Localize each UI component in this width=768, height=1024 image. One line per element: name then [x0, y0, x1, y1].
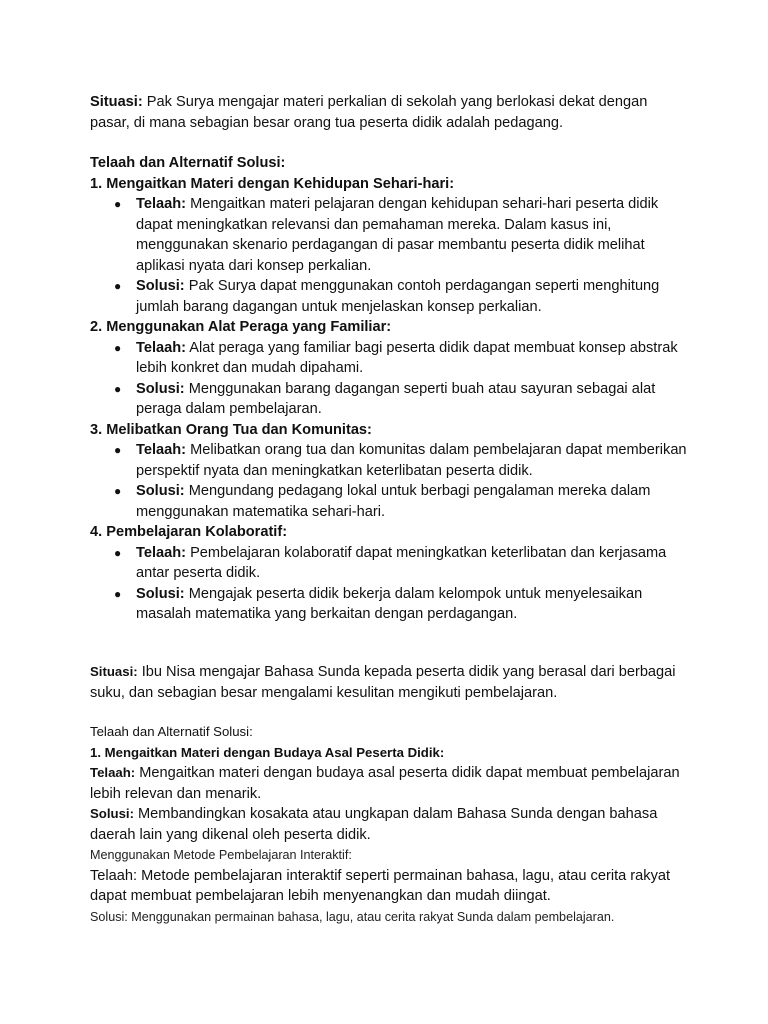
list-item [90, 543, 690, 584]
telaah-heading: Telaah dan Alternatif Solusi: [90, 724, 253, 739]
solusi-paragraph [90, 804, 690, 845]
situasi-label: Situasi: [90, 94, 143, 110]
item-list [90, 543, 690, 625]
solusi-text: Mengajak peserta didik bekerja dalam kelompok untuk menyelesaikan masalah matematika yang berkaitan dengan perdagangan. [136, 585, 643, 622]
bullet-icon: ● [114, 586, 122, 601]
solusi-label: Solusi: [136, 483, 185, 499]
telaah-section-2 [90, 722, 690, 927]
telaah-label: Telaah: [90, 765, 136, 780]
item-list [90, 194, 690, 317]
solusi-label: Solusi: [136, 278, 185, 294]
solusi-label: Solusi: [90, 806, 134, 821]
bullet-icon: ● [114, 484, 122, 498]
bullet-icon: ● [114, 545, 122, 560]
solusi-label: Solusi: [136, 380, 185, 397]
situasi-text: Ibu Nisa mengajar Bahasa Sunda kepada peserta didik yang berasal dari berbagai suku, dan sebagian besar mengalami kesulitan mengikuti pembelajaran. [90, 664, 676, 701]
solusi-text: Membandingkan kosakata atau ungkapan dalam Bahasa Sunda dengan bahasa daerah lain yang dikenal oleh peserta didik. [90, 806, 658, 843]
solusi-label: Solusi: [136, 585, 185, 602]
item-list [90, 440, 690, 522]
telaah-label: Telaah: [136, 442, 187, 458]
list-item [90, 276, 690, 317]
situasi-paragraph-2 [90, 662, 690, 703]
item-title: 1. Mengaitkan Materi dengan Kehidupan Sehari-hari: [90, 175, 455, 192]
telaah-label: Telaah: [136, 339, 187, 356]
telaah-paragraph [90, 763, 690, 804]
list-item [90, 379, 690, 420]
list-item [90, 338, 690, 379]
bullet-icon: ● [114, 340, 122, 355]
solusi-text: Menggunakan barang dagangan seperti buah atau sayuran sebagai alat peraga dalam pembelajaran. [136, 380, 656, 417]
list-item [90, 584, 690, 625]
list-item [90, 194, 690, 276]
telaah-text: Mengaitkan materi pelajaran dengan kehidupan sehari-hari peserta didik dapat meningkatkan relevansi dan pemahaman mereka. Dalam kasus ini, menggunakan skenario perdagangan di pasar membantu peserta didik melihat aplikasi nyata dari konsep perkalian. [136, 196, 659, 274]
telaah-text: Melibatkan orang tua dan komunitas dalam pembelajaran dapat memberikan perspektif nyata dan meningkatkan keterlibatan peserta didik. [136, 442, 687, 479]
telaah-text: Pembelajaran kolaboratif dapat meningkatkan keterlibatan dan kerjasama antar peserta didik. [136, 544, 667, 581]
situasi-text: Pak Surya mengajar materi perkalian di sekolah yang berlokasi dekat dengan pasar, di mana sebagian besar orang tua peserta didik adalah pedagang. [90, 94, 648, 131]
list-item [90, 481, 690, 522]
solusi-text: Pak Surya dapat menggunakan contoh perdagangan seperti menghitung jumlah barang dagangan untuk menjelaskan konsep perkalian. [136, 278, 660, 315]
telaah-text: Alat peraga yang familiar bagi peserta didik dapat membuat konsep abstrak lebih konkret dan mudah dipahami. [136, 339, 678, 376]
telaah-section-1 [90, 153, 690, 625]
situasi-paragraph-1 [90, 92, 690, 133]
bullet-icon: ● [114, 197, 122, 211]
telaah-heading: Telaah dan Alternatif Solusi: [90, 155, 286, 171]
solusi-text: Mengundang pedagang lokal untuk berbagi pengalaman mereka dalam menggunakan matematika sehari-hari. [136, 483, 651, 520]
item-title: 2. Menggunakan Alat Peraga yang Familiar: [90, 319, 392, 335]
bullet-icon: ● [114, 381, 122, 396]
list-item [90, 440, 690, 481]
telaah-label: Telaah: [136, 196, 187, 212]
bullet-icon: ● [114, 279, 122, 293]
solusi-paragraph: Solusi: Menggunakan permainan bahasa, lagu, atau cerita rakyat Sunda dalam pembelajaran. [90, 909, 615, 924]
bullet-icon: ● [114, 443, 122, 457]
item-title: 3. Melibatkan Orang Tua dan Komunitas: [90, 421, 372, 438]
item-list [90, 338, 690, 420]
situasi-label: Situasi: [90, 664, 138, 679]
item-title: 1. Mengaitkan Materi dengan Budaya Asal Peserta Didik: [90, 744, 445, 760]
telaah-text: Mengaitkan materi dengan budaya asal peserta didik dapat membuat pembelajaran lebih relevan dan menarik. [90, 765, 680, 802]
item-title: 4. Pembelajaran Kolaboratif: [90, 524, 288, 540]
item-title: Menggunakan Metode Pembelajaran Interaktif: [90, 848, 352, 862]
telaah-paragraph: Telaah: Metode pembelajaran interaktif seperti permainan bahasa, lagu, atau cerita rakyat dapat membuat pembelajaran lebih menyenangkan dan mudah diingat. [90, 867, 671, 904]
telaah-label: Telaah: [136, 544, 187, 561]
